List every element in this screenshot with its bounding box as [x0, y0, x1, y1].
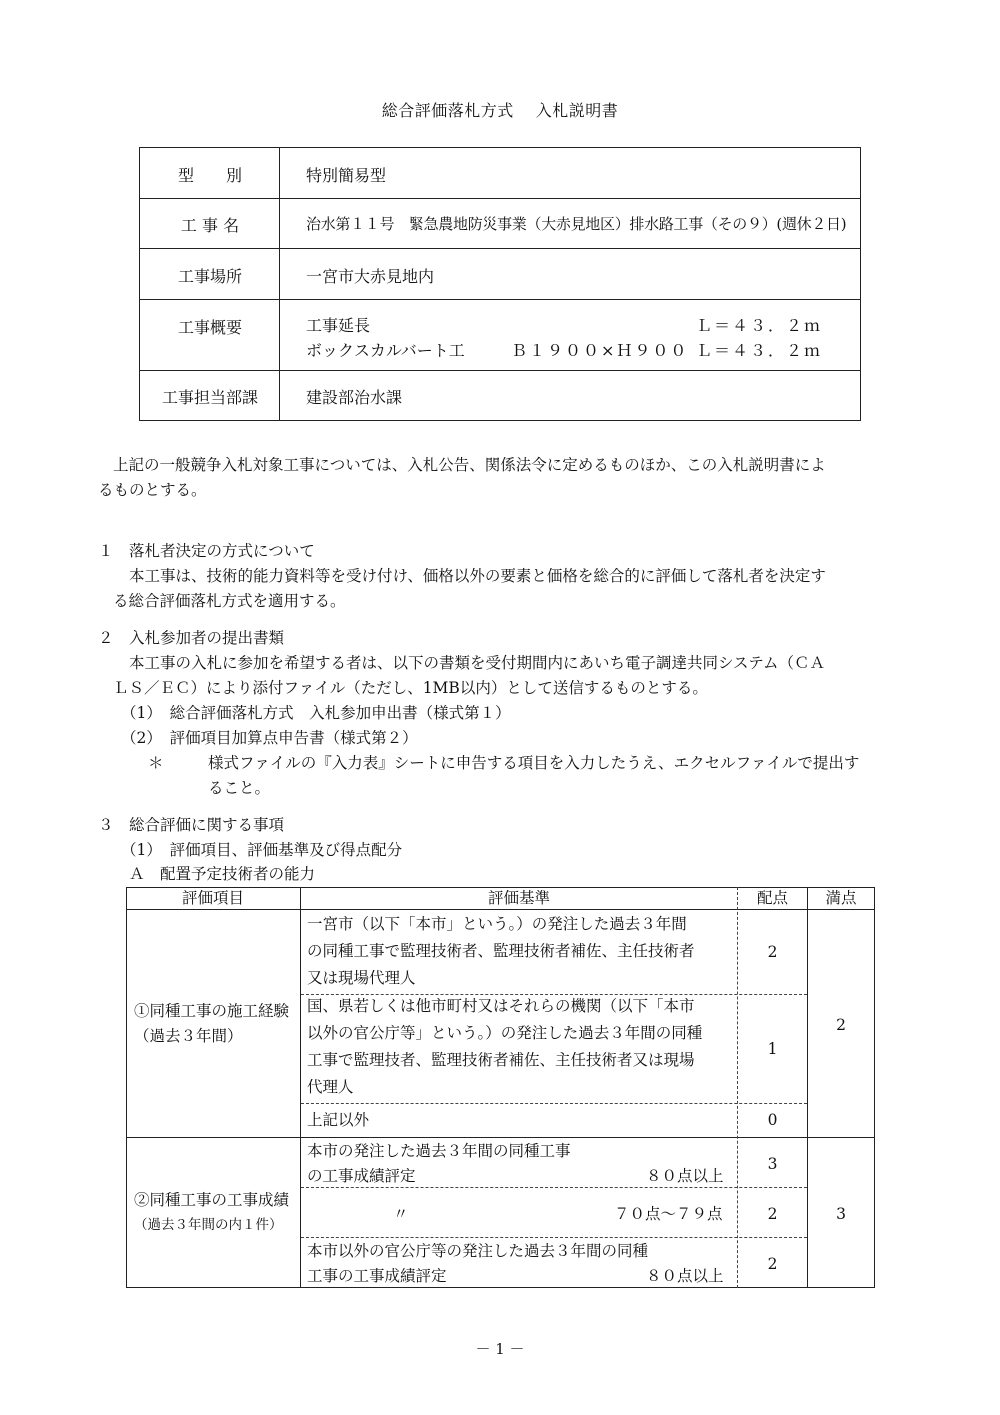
page-number: － 1 － [475, 1340, 525, 1358]
item-1-full-points: 2 [836, 1016, 846, 1034]
item-2-criteria-1-score: ８０点以上 [646, 1167, 724, 1185]
info-value-name: 治水第１１号 緊急農地防災事業（大赤見地区）排水路工事（その９）(週休２日) [306, 215, 847, 233]
table-border-right [874, 887, 875, 1288]
item-1-criteria-1-line-3: 又は現場代理人 [307, 969, 416, 987]
project-info-table [139, 147, 861, 421]
item-2-criteria-1-points: 3 [767, 1155, 778, 1173]
table-border-left [126, 887, 127, 1288]
section-2-item-2: （2） 評価項目加算点申告書（様式第２） [121, 729, 418, 747]
item-2-criteria-2-score: ７０点～７９点 [614, 1205, 723, 1223]
item-2-criteria-3-line-1: 本市以外の官公庁等の発注した過去３年間の同種 [307, 1242, 649, 1260]
intro-line-1: 上記の一般競争入札対象工事については、入札公告、関係法令に定めるものほか、この入札説明書によ [113, 456, 826, 474]
item-1-criteria-2-line-1: 国、県若しくは他市町村又はそれらの機関（以下「本市 [307, 997, 695, 1015]
table-border-bottom [126, 1287, 875, 1288]
summary-length-label: 工事延長 [306, 316, 371, 335]
section-2-line-1: 本工事の入札に参加を希望する者は、以下の書類を受付期間内にあいち電子調達共同システム（ＣＡ [129, 654, 825, 672]
table-row-rule-2 [301, 1103, 807, 1104]
info-row-place [140, 249, 860, 300]
section-1-heading: １ 落札者決定の方式について [98, 542, 315, 560]
info-label-summary: 工事概要 [177, 318, 242, 337]
document-title: 総合評価落札方式 入札説明書 [381, 101, 619, 120]
asterisk-note-mark: ＊ [148, 754, 164, 772]
item-1-criteria-2-line-4: 代理人 [307, 1078, 354, 1096]
section-2-item-1: （1） 総合評価落札方式 入札参加申出書（様式第１） [121, 704, 511, 722]
summary-box-culvert-length: Ｌ＝４３．２ｍ [696, 341, 823, 360]
item-2-criteria-3-line-2-left: 工事の工事成績評定 [307, 1267, 447, 1285]
info-label-dept: 工事担当部課 [161, 388, 258, 407]
item-2-full-points: 3 [836, 1205, 846, 1223]
section-1-line-1: 本工事は、技術的能力資料等を受け付け、価格以外の要素と価格を総合的に評価して落札者を決定す [129, 567, 826, 585]
intro-line-2: るものとする。 [98, 481, 207, 499]
item-1-criteria-1-line-1: 一宮市（以下「本市」という。）の発注した過去３年間 [307, 915, 687, 933]
item-2-label-line-2: （過去３年間の内１件） [134, 1217, 283, 1233]
item-2-criteria-3-score: ８０点以上 [646, 1267, 724, 1285]
summary-length-value: Ｌ＝４３．２ｍ [696, 316, 823, 335]
info-label-type: 型 別 [177, 166, 242, 185]
info-label-place: 工事場所 [177, 267, 242, 286]
item-1-criteria-2-line-2: 以外の官公庁等」という。）の発注した過去３年間の同種 [307, 1024, 703, 1042]
item-2-criteria-3-points: 2 [767, 1255, 778, 1273]
item-2-label-line-1: ②同種工事の工事成績 [134, 1191, 290, 1209]
summary-box-culvert-label: ボックスカルバート工 [306, 341, 465, 360]
header-full-points: 満点 [825, 889, 857, 907]
item-2-criteria-2-points: 2 [767, 1205, 778, 1223]
section-3-sub-a: Ａ 配置予定技術者の能力 [129, 865, 316, 883]
item-1-label-line-1: ①同種工事の施工経験 [134, 1002, 290, 1020]
info-label-name: 工 事 名 [180, 216, 240, 235]
header-eval-criteria: 評価基準 [487, 889, 550, 907]
info-row-type [140, 148, 860, 199]
section-2-line-2: ＬＳ／ＥＣ）により添付ファイル（ただし、1MB以内）として送信するものとする。 [113, 679, 708, 697]
info-value-dept: 建設部治水課 [306, 388, 403, 407]
section-1-line-2: る総合評価落札方式を適用する。 [113, 592, 346, 610]
table-col-rule-1 [300, 887, 301, 1288]
section-2-note-line-2: ること。 [208, 779, 271, 797]
header-eval-item: 評価項目 [181, 889, 244, 907]
item-1-criteria-2-line-3: 工事で監理技者、監理技術者補佐、主任技術者又は現場 [307, 1051, 695, 1069]
evaluation-table [126, 887, 875, 1288]
item-1-criteria-3-points: 0 [767, 1111, 778, 1129]
item-1-criteria-1-line-2: の同種工事で監理技術者、監理技術者補佐、主任技術者 [307, 942, 695, 960]
info-row-summary [140, 300, 860, 371]
info-value-place: 一宮市大赤見地内 [306, 267, 435, 286]
item-2-criteria-1-line-2-left: の工事成績評定 [307, 1167, 416, 1185]
summary-box-culvert-size: Ｂ１９００×Ｈ９００ [511, 341, 689, 360]
info-value-type: 特別簡易型 [306, 166, 387, 185]
info-row-dept [140, 371, 860, 420]
item-1-criteria-3-line-1: 上記以外 [307, 1111, 370, 1129]
item-1-label-line-2: （過去３年間） [134, 1027, 243, 1045]
item-1-criteria-2-points: 1 [767, 1040, 778, 1058]
section-3-heading: ３ 総合評価に関する事項 [98, 816, 285, 834]
item-2-criteria-1-line-1: 本市の発注した過去３年間の同種工事 [307, 1142, 571, 1160]
header-points: 配点 [756, 889, 788, 907]
item-1-criteria-1-points: 2 [767, 943, 778, 961]
section-3-sub-1: （1） 評価項目、評価基準及び得点配分 [121, 841, 403, 859]
table-col-rule-3 [807, 887, 808, 1288]
section-2-heading: ２ 入札参加者の提出書類 [98, 629, 285, 647]
ditto-mark: 〃 [393, 1205, 409, 1223]
info-row-name [140, 199, 860, 249]
section-2-note-line-1: 様式ファイルの『入力表』シートに申告する項目を入力したうえ、エクセルファイルで提出す [208, 754, 860, 772]
